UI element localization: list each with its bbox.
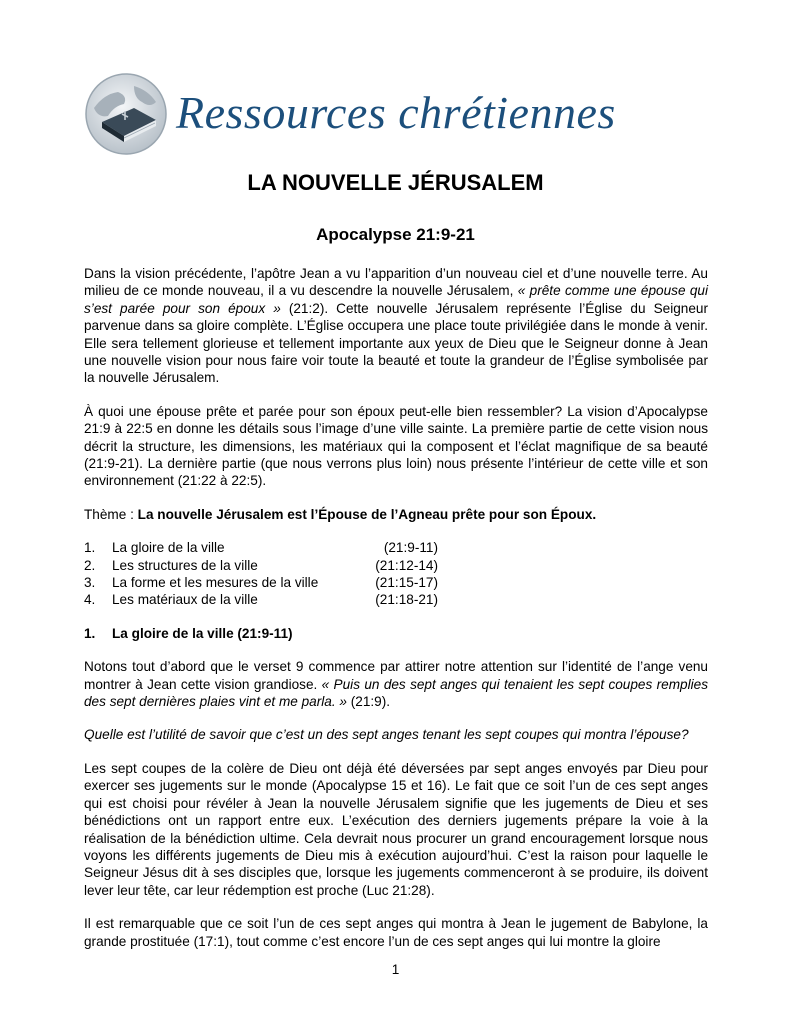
outline-list — [84, 539, 708, 609]
theme-text: La nouvelle Jérusalem est l’Épouse de l’Agneau prête pour son Époux. — [137, 506, 597, 522]
list-item — [84, 591, 708, 608]
page-title: LA NOUVELLE JÉRUSALEM — [247, 170, 544, 195]
section-heading — [84, 625, 708, 642]
text: Notons tout d’abord que le verset 9 commence par attirer notre attention sur l’identité de l’ange venu montrer à Jean cette vision grandiose. — [84, 659, 708, 692]
list-text: La forme et les mesures de la ville — [112, 575, 319, 591]
list-reference: (21:9-11) — [383, 540, 438, 556]
list-reference: (21:12-14) — [375, 557, 438, 573]
list-item — [84, 574, 708, 591]
paragraph-angel — [84, 658, 708, 710]
header — [84, 72, 704, 156]
quote: « Puis un des sept anges qui tenaient les sept coupes remplies des sept dernières plaies vint et me parla. » — [84, 676, 709, 710]
list-item — [84, 539, 708, 556]
section-title: La gloire de la ville (21:9-11) — [112, 625, 293, 641]
list-number: 3. — [84, 575, 96, 591]
text: (21:9). — [346, 694, 391, 710]
paragraph-judgments: Les sept coupes de la colère de Dieu ont déjà été déversées par sept anges envoyés par Dieu pour exercer ses jugements sur le monde (Apocalypse 15 et 16). Le fait que ce soit l’un de ces sept anges qui est choisi pour révéler à Jean la nouvelle Jérusalem signifie que les jugements de Dieu et ses bénédictions ont un rapport entre eux. L’exécution des derniers jugements prépare la voie à la réalisation de la bénédiction ultime. Cela devrait nous procurer un grand encouragement lorsque nous voyons les différents jugements de Dieu mis à exécution aujourd’hui. C’est la raison pour laquelle le Seigneur Jésus dit à ses disciples que, lorsque les jugements commenceront à se produire, ils doivent lever leur tête, car leur rédemption est proche (Luc 21:28). — [84, 760, 708, 898]
section-number: 1. — [84, 625, 96, 641]
list-text: Les matériaux de la ville — [112, 592, 258, 608]
paragraph-babylon: Il est remarquable que ce soit l’un de ces sept anges qui montra à Jean le jugement de Babylone, la grande prostituée (17:1), tout comme c’est encore l’un de ces sept anges qui lui montre la gloire — [84, 916, 708, 949]
list-reference: (21:15-17) — [375, 575, 438, 591]
list-reference: (21:18-21) — [375, 592, 438, 608]
list-number: 4. — [84, 592, 96, 608]
paragraph-intro — [84, 265, 708, 387]
list-number: 1. — [84, 540, 96, 556]
document-body — [84, 265, 708, 966]
brand-name: Ressources chrétiennes — [176, 87, 616, 138]
question-paragraph — [84, 726, 708, 743]
page-subtitle: Apocalypse 21:9-21 — [316, 225, 475, 244]
quote: « prête comme une épouse qui s’est parée pour son époux » — [84, 283, 708, 316]
paragraph-vision: À quoi une épouse prête et parée pour son époux peut-elle bien ressembler? La vision d’Apocalypse 21:9 à 22:5 en donne les détails sous l’image d’une ville sainte. La première partie de cette vision nous décrit la structure, les dimensions, les matériaux qui la composent et l’éclat magnifique de sa beauté (21:9-21). La dernière partie (que nous verrons plus loin) nous présente l’intérieur de cette ville et son environnement (21:22 à 22:5). — [84, 403, 708, 489]
list-item — [84, 557, 708, 574]
theme-line — [84, 506, 708, 523]
bible-globe-logo-icon — [84, 72, 168, 156]
theme-label: Thème : — [84, 506, 138, 522]
list-text: La gloire de la ville — [112, 540, 225, 556]
page-number: 1 — [391, 962, 400, 977]
list-text: Les structures de la ville — [112, 557, 258, 573]
text: (21:2). Cette nouvelle Jérusalem représente l’Église du Seigneur parvenue dans sa gloire complète. L’Église occupera une place toute privilégiée dans le monde à venir. Elle sera tellement glorieuse et tellement importante aux yeux de Dieu que le Seigneur donne à Jean une nouvelle vision pour nous faire voir toute la beauté et toute la grandeur de l’Église symbolisée par la nouvelle Jérusalem. — [84, 300, 708, 386]
text: Dans la vision précédente, l’apôtre Jean a vu l’apparition d’un nouveau ciel et d’une nouvelle terre. Au milieu de ce monde nouveau, il a vu descendre la nouvelle Jérusalem, — [84, 266, 708, 299]
question-text: Quelle est l’utilité de savoir que c’est un des sept anges tenant les sept coupes qui montra l’épouse? — [84, 727, 689, 743]
list-number: 2. — [84, 557, 96, 573]
